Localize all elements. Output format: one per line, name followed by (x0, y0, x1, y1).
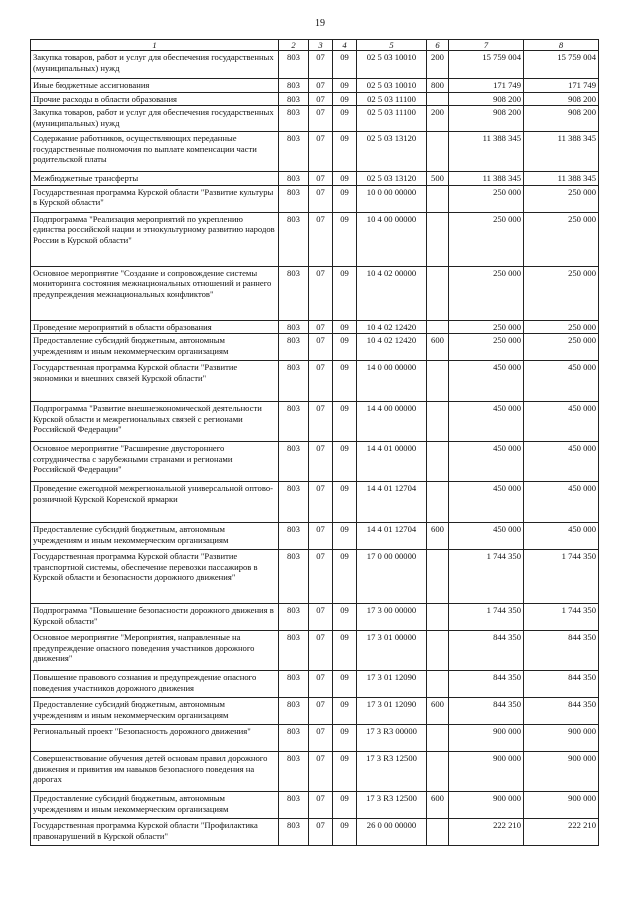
amount-cell: 450 000 (449, 482, 524, 523)
amount-cell: 250 000 (449, 185, 524, 212)
ministry-code-cell: 803 (279, 819, 309, 846)
section-code-cell: 07 (309, 442, 333, 482)
amount-cell: 11 388 345 (449, 172, 524, 185)
section-code-cell: 07 (309, 792, 333, 819)
ministry-code-cell: 803 (279, 79, 309, 92)
amount-cell: 450 000 (524, 402, 599, 442)
target-article-cell: 17 3 R3 00000 (357, 725, 427, 752)
section-code-cell: 07 (309, 320, 333, 333)
ministry-code-cell: 803 (279, 266, 309, 320)
expense-type-cell (427, 482, 449, 523)
ministry-code-cell: 803 (279, 698, 309, 725)
subsection-code-cell: 09 (333, 92, 357, 105)
item-name-cell: Совершенствование обучения детей основам правил дорожного движения и привития им навыков безопасного поведения на дорогах (31, 752, 279, 792)
ministry-code-cell: 803 (279, 631, 309, 671)
target-article-cell: 14 4 00 00000 (357, 402, 427, 442)
table-row (31, 550, 599, 604)
ministry-code-cell: 803 (279, 132, 309, 172)
amount-cell: 250 000 (524, 185, 599, 212)
subsection-code-cell: 09 (333, 550, 357, 604)
item-name-cell: Межбюджетные трансферты (31, 172, 279, 185)
target-article-cell: 10 4 02 00000 (357, 266, 427, 320)
subsection-code-cell: 09 (333, 79, 357, 92)
table-row (31, 442, 599, 482)
amount-cell: 250 000 (449, 212, 524, 266)
table-body (31, 51, 599, 846)
subsection-code-cell: 09 (333, 631, 357, 671)
item-name-cell: Предоставление субсидий бюджетным, автономным учреждениям и иным некоммерческим организациям (31, 523, 279, 550)
amount-cell: 844 350 (524, 698, 599, 725)
amount-cell: 250 000 (524, 320, 599, 333)
section-code-cell: 07 (309, 671, 333, 698)
section-code-cell: 07 (309, 334, 333, 361)
column-number: 7 (449, 40, 524, 51)
target-article-cell: 17 3 01 12090 (357, 671, 427, 698)
expense-type-cell (427, 725, 449, 752)
table-row (31, 752, 599, 792)
item-name-cell: Подпрограмма "Реализация мероприятий по укреплению единства российской нации и этнокультурному развитию народов России в Курской области" (31, 212, 279, 266)
subsection-code-cell: 09 (333, 212, 357, 266)
section-code-cell: 07 (309, 523, 333, 550)
expense-type-cell (427, 266, 449, 320)
subsection-code-cell: 09 (333, 106, 357, 132)
table-row (31, 92, 599, 105)
ministry-code-cell: 803 (279, 320, 309, 333)
table-row (31, 523, 599, 550)
table-row (31, 185, 599, 212)
subsection-code-cell: 09 (333, 320, 357, 333)
amount-cell: 844 350 (449, 671, 524, 698)
expense-type-cell: 500 (427, 172, 449, 185)
table-row (31, 819, 599, 846)
expense-type-cell (427, 752, 449, 792)
target-article-cell: 14 4 01 00000 (357, 442, 427, 482)
amount-cell: 900 000 (524, 792, 599, 819)
table-row (31, 320, 599, 333)
subsection-code-cell: 09 (333, 402, 357, 442)
table-row (31, 402, 599, 442)
ministry-code-cell: 803 (279, 442, 309, 482)
expense-type-cell (427, 819, 449, 846)
column-number: 2 (279, 40, 309, 51)
expense-type-cell (427, 550, 449, 604)
expense-type-cell: 200 (427, 51, 449, 79)
expense-type-cell (427, 402, 449, 442)
amount-cell: 250 000 (524, 266, 599, 320)
table-row (31, 631, 599, 671)
section-code-cell: 07 (309, 631, 333, 671)
ministry-code-cell: 803 (279, 185, 309, 212)
amount-cell: 250 000 (524, 334, 599, 361)
table-row (31, 212, 599, 266)
amount-cell: 222 210 (449, 819, 524, 846)
amount-cell: 222 210 (524, 819, 599, 846)
amount-cell: 844 350 (449, 631, 524, 671)
ministry-code-cell: 803 (279, 604, 309, 631)
subsection-code-cell: 09 (333, 266, 357, 320)
expense-type-cell (427, 631, 449, 671)
amount-cell: 844 350 (524, 631, 599, 671)
section-code-cell: 07 (309, 106, 333, 132)
ministry-code-cell: 803 (279, 671, 309, 698)
item-name-cell: Региональный проект "Безопасность дорожного движения" (31, 725, 279, 752)
ministry-code-cell: 803 (279, 523, 309, 550)
target-article-cell: 02 5 03 13120 (357, 132, 427, 172)
target-article-cell: 14 0 00 00000 (357, 361, 427, 402)
amount-cell: 450 000 (524, 523, 599, 550)
expense-type-cell (427, 92, 449, 105)
subsection-code-cell: 09 (333, 819, 357, 846)
target-article-cell: 02 5 03 10010 (357, 51, 427, 79)
expense-type-cell (427, 212, 449, 266)
item-name-cell: Подпрограмма "Развитие внешнеэкономической деятельности Курской области и межрегиональных связей с регионами Российской Федерации" (31, 402, 279, 442)
amount-cell: 900 000 (524, 725, 599, 752)
column-number: 4 (333, 40, 357, 51)
subsection-code-cell: 09 (333, 442, 357, 482)
table-row (31, 79, 599, 92)
target-article-cell: 14 4 01 12704 (357, 482, 427, 523)
amount-cell: 250 000 (524, 212, 599, 266)
expense-type-cell: 600 (427, 523, 449, 550)
column-number: 6 (427, 40, 449, 51)
amount-cell: 908 200 (449, 106, 524, 132)
amount-cell: 450 000 (449, 402, 524, 442)
target-article-cell: 17 3 R3 12500 (357, 792, 427, 819)
subsection-code-cell: 09 (333, 51, 357, 79)
table-row (31, 792, 599, 819)
amount-cell: 908 200 (524, 92, 599, 105)
expense-type-cell (427, 185, 449, 212)
column-number: 3 (309, 40, 333, 51)
item-name-cell: Основное мероприятие "Мероприятия, направленные на предупреждение опасного поведения участников дорожного движения" (31, 631, 279, 671)
page-number: 19 (315, 18, 325, 29)
amount-cell: 1 744 350 (524, 550, 599, 604)
expense-type-cell: 600 (427, 698, 449, 725)
item-name-cell: Прочие расходы в области образования (31, 92, 279, 105)
amount-cell: 450 000 (524, 442, 599, 482)
amount-cell: 1 744 350 (449, 550, 524, 604)
amount-cell: 11 388 345 (449, 132, 524, 172)
expense-type-cell (427, 604, 449, 631)
subsection-code-cell: 09 (333, 172, 357, 185)
target-article-cell: 02 5 03 11100 (357, 106, 427, 132)
section-code-cell: 07 (309, 51, 333, 79)
section-code-cell: 07 (309, 212, 333, 266)
item-name-cell: Проведение ежегодной межрегиональной универсальной оптово-розничной Курской Коренской ярмарки (31, 482, 279, 523)
item-name-cell: Основное мероприятие "Создание и сопровождение системы мониторинга состояния межнациональных отношений и раннего предупреждения межнациональных конфликтов" (31, 266, 279, 320)
section-code-cell: 07 (309, 402, 333, 442)
item-name-cell: Государственная программа Курской области "Развитие культуры в Курской области" (31, 185, 279, 212)
table-row (31, 132, 599, 172)
item-name-cell: Повышение правового сознания и предупреждение опасного поведения участников дорожного движения (31, 671, 279, 698)
item-name-cell: Предоставление субсидий бюджетным, автономным учреждениям и иным некоммерческим организациям (31, 792, 279, 819)
amount-cell: 908 200 (524, 106, 599, 132)
subsection-code-cell: 09 (333, 698, 357, 725)
ministry-code-cell: 803 (279, 550, 309, 604)
ministry-code-cell: 803 (279, 212, 309, 266)
column-number: 1 (31, 40, 279, 51)
table-row (31, 482, 599, 523)
amount-cell: 171 749 (449, 79, 524, 92)
subsection-code-cell: 09 (333, 523, 357, 550)
amount-cell: 15 759 004 (524, 51, 599, 79)
target-article-cell: 10 4 02 12420 (357, 320, 427, 333)
table-row (31, 725, 599, 752)
target-article-cell: 02 5 03 10010 (357, 79, 427, 92)
table-row (31, 361, 599, 402)
amount-cell: 450 000 (449, 442, 524, 482)
section-code-cell: 07 (309, 79, 333, 92)
target-article-cell: 10 0 00 00000 (357, 185, 427, 212)
target-article-cell: 26 0 00 00000 (357, 819, 427, 846)
target-article-cell: 10 4 00 00000 (357, 212, 427, 266)
amount-cell: 844 350 (524, 671, 599, 698)
expense-type-cell: 800 (427, 79, 449, 92)
amount-cell: 11 388 345 (524, 132, 599, 172)
subsection-code-cell: 09 (333, 482, 357, 523)
amount-cell: 450 000 (524, 361, 599, 402)
target-article-cell: 17 3 01 00000 (357, 631, 427, 671)
target-article-cell: 02 5 03 11100 (357, 92, 427, 105)
item-name-cell: Основное мероприятие "Расширение двустороннего сотрудничества с зарубежными странами и регионами Российской Федерации" (31, 442, 279, 482)
item-name-cell: Государственная программа Курской области "Развитие экономики и внешних связей Курской области" (31, 361, 279, 402)
amount-cell: 908 200 (449, 92, 524, 105)
item-name-cell: Подпрограмма "Повышение безопасности дорожного движения в Курской области" (31, 604, 279, 631)
section-code-cell: 07 (309, 185, 333, 212)
amount-cell: 11 388 345 (524, 172, 599, 185)
expense-type-cell: 600 (427, 792, 449, 819)
amount-cell: 250 000 (449, 334, 524, 361)
amount-cell: 1 744 350 (524, 604, 599, 631)
item-name-cell: Предоставление субсидий бюджетным, автономным учреждениям и иным некоммерческим организациям (31, 698, 279, 725)
ministry-code-cell: 803 (279, 361, 309, 402)
expense-type-cell (427, 671, 449, 698)
column-number: 5 (357, 40, 427, 51)
item-name-cell: Государственная программа Курской области "Развитие транспортной системы, обеспечение перевозки пассажиров в Курской области и безопасности дорожного движения" (31, 550, 279, 604)
ministry-code-cell: 803 (279, 172, 309, 185)
section-code-cell: 07 (309, 725, 333, 752)
target-article-cell: 17 3 01 12090 (357, 698, 427, 725)
budget-table (30, 39, 599, 846)
target-article-cell: 02 5 03 13120 (357, 172, 427, 185)
section-code-cell: 07 (309, 604, 333, 631)
item-name-cell: Проведение мероприятий в области образования (31, 320, 279, 333)
expense-type-cell: 200 (427, 106, 449, 132)
section-code-cell: 07 (309, 92, 333, 105)
item-name-cell: Закупка товаров, работ и услуг для обеспечения государственных (муниципальных) нужд (31, 106, 279, 132)
column-number: 8 (524, 40, 599, 51)
subsection-code-cell: 09 (333, 132, 357, 172)
section-code-cell: 07 (309, 819, 333, 846)
table-row (31, 266, 599, 320)
amount-cell: 250 000 (449, 320, 524, 333)
ministry-code-cell: 803 (279, 92, 309, 105)
target-article-cell: 17 3 00 00000 (357, 604, 427, 631)
amount-cell: 171 749 (524, 79, 599, 92)
ministry-code-cell: 803 (279, 482, 309, 523)
subsection-code-cell: 09 (333, 792, 357, 819)
amount-cell: 15 759 004 (449, 51, 524, 79)
amount-cell: 900 000 (449, 792, 524, 819)
table-row (31, 172, 599, 185)
ministry-code-cell: 803 (279, 752, 309, 792)
table-row (31, 604, 599, 631)
section-code-cell: 07 (309, 266, 333, 320)
amount-cell: 450 000 (449, 523, 524, 550)
subsection-code-cell: 09 (333, 334, 357, 361)
subsection-code-cell: 09 (333, 752, 357, 792)
expense-type-cell (427, 442, 449, 482)
section-code-cell: 07 (309, 482, 333, 523)
item-name-cell: Содержание работников, осуществляющих переданные государственные полномочия по выплате компенсации части родительской платы (31, 132, 279, 172)
table-row (31, 106, 599, 132)
table-row (31, 334, 599, 361)
target-article-cell: 17 0 00 00000 (357, 550, 427, 604)
subsection-code-cell: 09 (333, 725, 357, 752)
expense-type-cell (427, 361, 449, 402)
ministry-code-cell: 803 (279, 792, 309, 819)
section-code-cell: 07 (309, 698, 333, 725)
amount-cell: 900 000 (524, 752, 599, 792)
subsection-code-cell: 09 (333, 361, 357, 402)
ministry-code-cell: 803 (279, 51, 309, 79)
section-code-cell: 07 (309, 132, 333, 172)
table-row (31, 698, 599, 725)
section-code-cell: 07 (309, 550, 333, 604)
ministry-code-cell: 803 (279, 402, 309, 442)
ministry-code-cell: 803 (279, 725, 309, 752)
subsection-code-cell: 09 (333, 671, 357, 698)
section-code-cell: 07 (309, 752, 333, 792)
amount-cell: 450 000 (524, 482, 599, 523)
item-name-cell: Государственная программа Курской области "Профилактика правонарушений в Курской области" (31, 819, 279, 846)
item-name-cell: Закупка товаров, работ и услуг для обеспечения государственных (муниципальных) нужд (31, 51, 279, 79)
table-row (31, 51, 599, 79)
amount-cell: 900 000 (449, 725, 524, 752)
expense-type-cell: 600 (427, 334, 449, 361)
target-article-cell: 14 4 01 12704 (357, 523, 427, 550)
item-name-cell: Иные бюджетные ассигнования (31, 79, 279, 92)
expense-type-cell (427, 320, 449, 333)
ministry-code-cell: 803 (279, 106, 309, 132)
item-name-cell: Предоставление субсидий бюджетным, автономным учреждениям и иным некоммерческим организациям (31, 334, 279, 361)
amount-cell: 844 350 (449, 698, 524, 725)
amount-cell: 900 000 (449, 752, 524, 792)
column-number-row (31, 40, 599, 51)
expense-type-cell (427, 132, 449, 172)
table-row (31, 671, 599, 698)
subsection-code-cell: 09 (333, 604, 357, 631)
subsection-code-cell: 09 (333, 185, 357, 212)
amount-cell: 250 000 (449, 266, 524, 320)
target-article-cell: 10 4 02 12420 (357, 334, 427, 361)
ministry-code-cell: 803 (279, 334, 309, 361)
section-code-cell: 07 (309, 172, 333, 185)
amount-cell: 1 744 350 (449, 604, 524, 631)
section-code-cell: 07 (309, 361, 333, 402)
amount-cell: 450 000 (449, 361, 524, 402)
target-article-cell: 17 3 R3 12500 (357, 752, 427, 792)
